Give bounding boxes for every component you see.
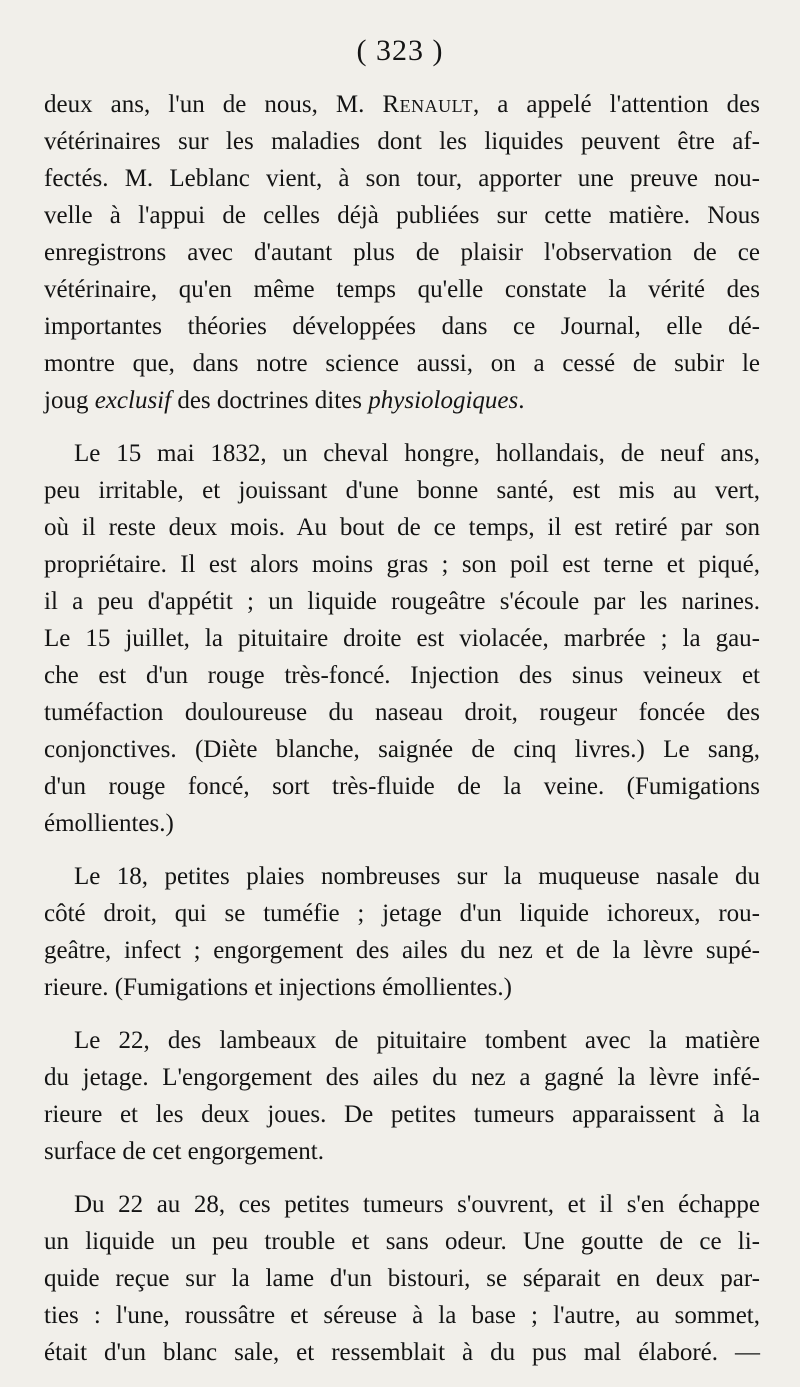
text-segment: , a appelé l'attention des <box>472 91 760 118</box>
text-line: Le 22, des lambeaux de pituitaire tombent avec la matière <box>74 1027 760 1054</box>
text-line: vétérinaire, qu'en même temps qu'elle constate la vérité des <box>44 276 760 303</box>
text-line: émollientes.) <box>44 810 174 837</box>
text-line: surface de cet engorgement. <box>44 1138 324 1165</box>
text-line: Du 22 au 28, ces petites tumeurs s'ouvrent, et il s'en échappe <box>74 1191 760 1218</box>
text-segment: . <box>518 387 525 414</box>
text-line <box>44 382 760 419</box>
text-line: quide reçue sur la lame d'un bistouri, se séparait en deux par- <box>44 1265 760 1292</box>
text-line: che est d'un rouge très-foncé. Injection des sinus veineux et <box>44 662 760 689</box>
paragraph-4 <box>44 1022 760 1170</box>
italic-term: physiologiques <box>368 387 519 414</box>
text-line: d'un rouge foncé, sort très-fluide de la veine. (Fumigations <box>44 773 760 800</box>
text-segment: des doctrines dites <box>171 387 369 414</box>
text-line: il a peu d'appétit ; un liquide rougeâtre s'écoule par les narines. <box>44 588 760 615</box>
text-line: tuméfaction douloureuse du naseau droit, rougeur foncée des <box>44 699 760 726</box>
author-name: Renault <box>382 91 473 118</box>
body-text <box>44 86 760 1387</box>
text-segment: joug <box>44 387 95 414</box>
text-line: propriétaire. Il est alors moins gras ; son poil est terne et piqué, <box>44 551 760 578</box>
paragraph-5 <box>44 1186 760 1371</box>
text-line: conjonctives. (Diète blanche, saignée de cinq livres.) Le sang, <box>44 736 760 763</box>
text-line: où il reste deux mois. Au bout de ce temps, il est retiré par son <box>44 514 760 541</box>
text-line: vétérinaires sur les maladies dont les liquides peuvent être af- <box>44 128 760 155</box>
text-line: ties : l'une, roussâtre et séreuse à la base ; l'autre, au sommet, <box>44 1302 760 1329</box>
text-line: geâtre, infect ; engorgement des ailes du nez et de la lèvre supé- <box>44 937 760 964</box>
page-number: ( 323 ) <box>356 34 444 67</box>
paragraph-2 <box>44 435 760 842</box>
text-line: était d'un blanc sale, et ressemblait à du pus mal élaboré. — <box>44 1339 760 1366</box>
text-segment: deux ans, l'un de nous, M. <box>44 91 383 118</box>
text-line <box>44 86 760 123</box>
paragraph-3 <box>44 858 760 1006</box>
text-line: un liquide un peu trouble et sans odeur. Une goutte de ce li- <box>44 1228 760 1255</box>
text-line: Le 15 mai 1832, un cheval hongre, hollandais, de neuf ans, <box>74 440 760 467</box>
text-line: Le 18, petites plaies nombreuses sur la muqueuse nasale du <box>74 863 760 890</box>
text-line: peu irritable, et jouissant d'une bonne santé, est mis au vert, <box>44 477 760 504</box>
italic-term: exclusif <box>94 387 172 414</box>
text-line: velle à l'appui de celles déjà publiées sur cette matière. Nous <box>44 202 760 229</box>
text-line: rieure et les deux joues. De petites tumeurs apparaissent à la <box>44 1101 760 1128</box>
text-line: importantes théories développées dans ce Journal, elle dé- <box>44 313 760 340</box>
paragraph-1 <box>44 86 760 419</box>
text-line: rieure. (Fumigations et injections émollientes.) <box>44 974 512 1001</box>
text-line: montre que, dans notre science aussi, on a cessé de subir le <box>44 350 760 377</box>
text-line: Le 15 juillet, la pituitaire droite est violacée, marbrée ; la gau- <box>44 625 760 652</box>
text-line: du jetage. L'engorgement des ailes du nez a gagné la lèvre infé- <box>44 1064 760 1091</box>
text-line: fectés. M. Leblanc vient, à son tour, apporter une preuve nou- <box>44 165 760 192</box>
text-line: côté droit, qui se tuméfie ; jetage d'un liquide ichoreux, rou- <box>44 900 760 927</box>
text-line: enregistrons avec d'autant plus de plaisir l'observation de ce <box>44 239 760 266</box>
